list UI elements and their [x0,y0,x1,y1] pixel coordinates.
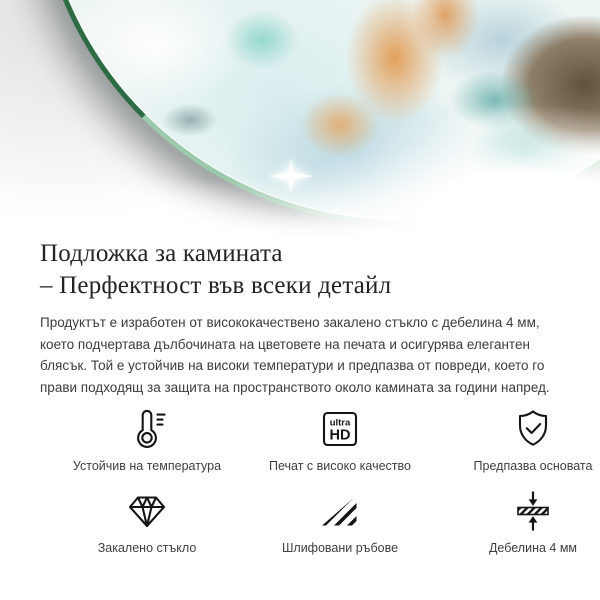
feature-item-polished-edges [255,488,425,556]
feature-item-print-quality [255,406,425,474]
glass-mat-disc [35,0,600,225]
thermometer-icon [124,406,170,452]
shield-check-icon [510,406,556,452]
feature-item-protects-base [448,406,600,474]
page-title [40,238,560,302]
page-title-line2: – Перфектност във всеки детайл [40,272,392,299]
feature-label: Шлифовани ръбове [281,541,399,555]
page-title-line1: Подложка за камината [40,240,283,267]
ultra-hd-badge-bottom: HD [329,427,351,444]
feature-label: Закалено стъкло [97,541,197,555]
feature-label: Дебелина 4 мм [488,541,578,555]
feature-label: Предпазва основата [473,459,593,473]
polished-edges-icon [317,488,363,534]
feature-label: Печат с високо качество [269,459,411,473]
feature-item-tempered-glass [62,488,232,556]
ultra-hd-icon [317,406,363,452]
ultra-hd-badge-top: ultra [329,417,351,429]
feature-item-thickness [448,488,600,556]
feature-item-temperature [62,406,232,474]
product-description: Продуктът е изработен от висококачествено закалено стъкло с дебелина 4 мм, което подчертава дълбочината на цветовете на печата и осигурява елегантен блясък. Той е устойчив на високи температури и предпазва от повреди, което го прави подходящ за защита на пространството около камината за години напред. [40,315,550,395]
product-info-section [0,238,600,556]
thickness-icon [510,488,556,534]
feature-grid [62,406,593,556]
diamond-icon [124,488,170,534]
product-hero-image [0,0,600,236]
sparkle-glint-icon [269,159,313,198]
feature-label: Устойчив на температура [72,459,222,473]
